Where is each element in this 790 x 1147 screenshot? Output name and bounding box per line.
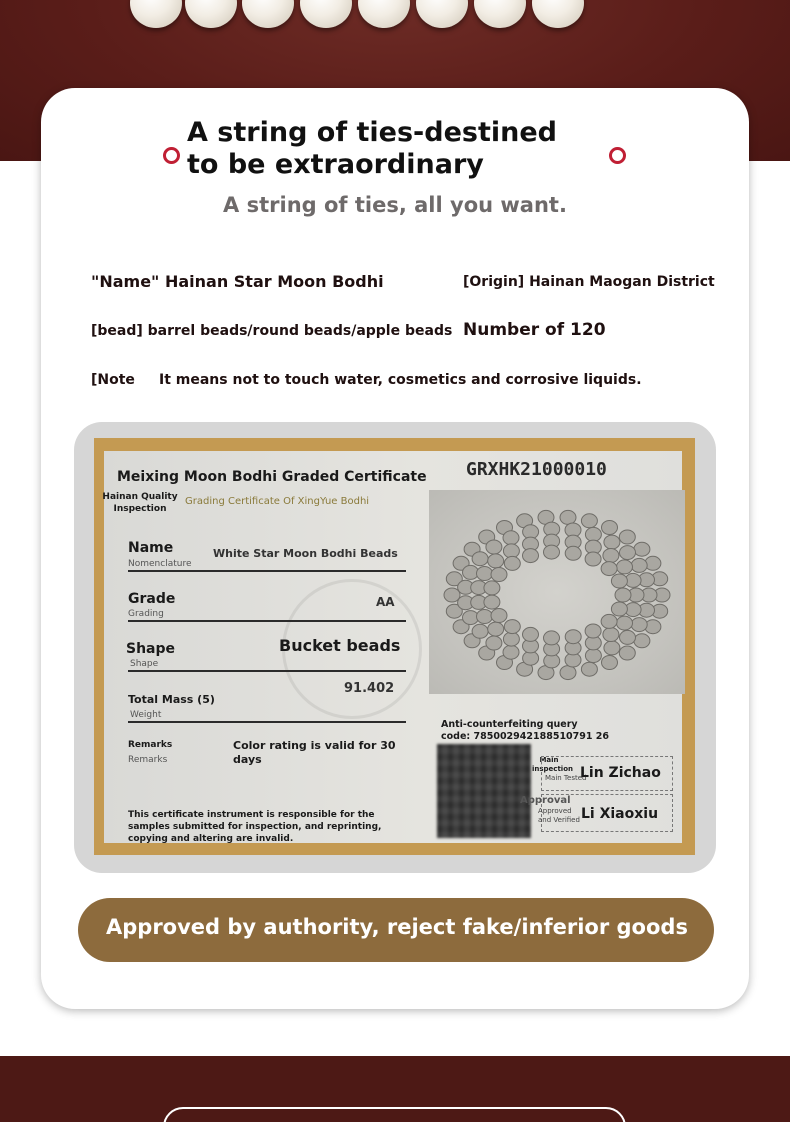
bead <box>585 649 601 663</box>
bead <box>602 656 618 670</box>
bead <box>611 574 627 588</box>
bead <box>601 562 617 576</box>
page-title: A string of ties-destined to be extraordinary <box>187 117 557 180</box>
bead-bracelet-image <box>130 0 650 28</box>
bead <box>585 552 601 566</box>
field-mass-value: 91.402 <box>344 681 395 696</box>
bead <box>560 510 576 524</box>
detail-note-label: [Note <box>91 372 135 388</box>
bead <box>560 666 576 680</box>
field-remarks-sublabel: Remarks <box>128 755 168 765</box>
bead <box>602 521 618 535</box>
field-shape-label: Shape <box>126 641 176 657</box>
main-inspection-label: Main inspection <box>532 756 573 773</box>
bead <box>603 628 619 642</box>
bead <box>486 636 502 650</box>
left-ring-icon <box>163 147 180 164</box>
bead <box>631 558 647 572</box>
approval-label: Approval <box>520 795 571 806</box>
main-inspector-name: Lin Zichao <box>580 765 661 781</box>
bead <box>620 630 636 644</box>
field-shape-sublabel: Shape <box>130 659 159 669</box>
field-remarks-label: Remarks <box>128 740 173 750</box>
certificate-sheet <box>104 451 682 843</box>
bead <box>620 546 636 560</box>
bead <box>634 542 650 556</box>
bead <box>484 581 500 595</box>
bead <box>565 546 581 560</box>
bead <box>585 527 601 541</box>
bead <box>544 631 560 645</box>
bead <box>603 549 619 563</box>
bead <box>634 634 650 648</box>
detail-origin: [Origin] Hainan Maogan District <box>463 274 715 290</box>
grading-certificate <box>94 438 695 855</box>
detail-note-text: It means not to touch water, cosmetics and corrosive liquids. <box>159 372 642 388</box>
bead <box>491 609 507 623</box>
bead <box>472 624 488 638</box>
bead <box>504 556 520 570</box>
query-code: code: 785002942188510791 26 <box>441 731 610 742</box>
field-shape-line <box>128 670 406 672</box>
certificate-bracelet-photo <box>429 490 685 694</box>
bead <box>444 588 460 602</box>
bead-ring-icon <box>429 490 685 694</box>
bead <box>484 595 500 609</box>
bead <box>472 552 488 566</box>
page-subtitle: A string of ties, all you want. <box>223 193 567 217</box>
qr-code <box>437 744 531 838</box>
bead <box>504 620 520 634</box>
bead <box>581 514 597 528</box>
bead <box>617 560 633 574</box>
bead <box>486 540 502 554</box>
bottom-section-pill <box>163 1107 626 1147</box>
bead <box>615 588 631 602</box>
bead <box>488 622 504 636</box>
bead <box>477 610 493 624</box>
product-info-card <box>41 88 749 1009</box>
certificate-issuer: Hainan Quality Inspection <box>102 492 178 514</box>
detail-name: "Name" Hainan Star Moon Bodhi <box>91 272 384 291</box>
field-grade-sublabel: Grading <box>128 609 164 619</box>
field-grade-label: Grade <box>128 591 176 607</box>
right-ring-icon <box>609 147 626 164</box>
bead <box>523 549 539 563</box>
bead <box>488 554 504 568</box>
authority-banner <box>78 898 714 962</box>
certificate-subtitle: Grading Certificate Of XingYue Bodhi <box>185 496 370 507</box>
bead <box>611 602 627 616</box>
bead <box>503 544 519 558</box>
bead <box>619 646 635 660</box>
bead <box>601 614 617 628</box>
approver-name: Li Xiaoxiu <box>581 806 659 822</box>
bead <box>619 530 635 544</box>
approved-label: Approved and Verified <box>538 807 580 824</box>
certificate-code: GRXHK21000010 <box>466 459 607 480</box>
bead <box>544 545 560 559</box>
bead <box>491 568 507 582</box>
bead <box>631 618 647 632</box>
certificate-title: Meixing Moon Bodhi Graded Certificate <box>117 469 427 485</box>
field-grade-line <box>128 620 406 622</box>
main-tested-label: Main Tested <box>545 774 587 782</box>
query-label: Anti-counterfeiting query <box>441 719 578 730</box>
bead <box>503 531 519 545</box>
detail-bead: [bead] barrel beads/round beads/apple beads <box>91 323 453 339</box>
field-name-label: Name <box>128 540 174 556</box>
field-name-line <box>128 570 406 572</box>
bead <box>477 567 493 581</box>
certificate-disclaimer: This certificate instrument is responsible for the samples submitted for inspection, and reprinting, copying and altering are invalid. <box>128 810 382 844</box>
bead <box>604 641 620 655</box>
field-remarks-value: Color rating is valid for 30 days <box>233 739 396 766</box>
bead <box>523 627 539 641</box>
bead <box>617 616 633 630</box>
bead <box>503 632 519 646</box>
field-mass-label: Total Mass (5) <box>128 693 215 706</box>
authority-banner-text: Approved by authority, reject fake/inferior goods <box>106 915 688 939</box>
field-name-sublabel: Nomenclature <box>128 559 192 569</box>
bead <box>503 645 519 659</box>
field-shape-value: Bucket beads <box>279 636 401 655</box>
field-mass-sublabel: Weight <box>130 710 162 720</box>
bead <box>604 535 620 549</box>
field-mass-line <box>128 721 406 723</box>
detail-number: Number of 120 <box>463 320 606 340</box>
bead <box>581 662 597 676</box>
field-name-value: White Star Moon Bodhi Beads <box>213 547 398 560</box>
bead <box>585 624 601 638</box>
bead <box>565 630 581 644</box>
field-grade-value: AA <box>376 595 395 609</box>
